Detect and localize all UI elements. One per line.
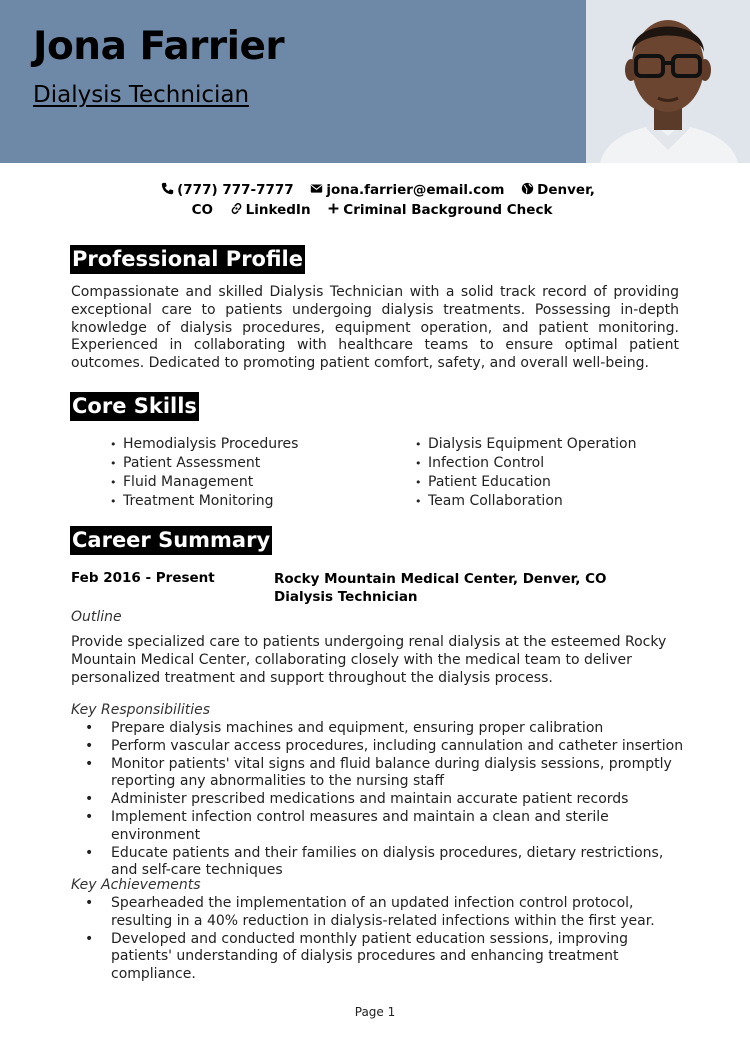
phone-icon — [161, 182, 174, 195]
list-item: • Implement infection control measures and maintain a clean and sterile environment — [85, 809, 685, 845]
skill-item: • Fluid Management — [110, 473, 415, 492]
skill-item: • Patient Education — [415, 473, 675, 492]
profile-photo — [586, 0, 750, 163]
job-date: Feb 2016 - Present — [71, 570, 215, 586]
skill-item: • Infection Control — [415, 454, 675, 473]
outline-text: Provide specialized care to patients undergoing renal dialysis at the esteemed Rocky Mountain Medical Center, collaborating closely with the medical team to deliver personalized treatment and support throughout the dialysis process. — [71, 634, 667, 686]
achievements-list — [85, 895, 685, 984]
job-company: Rocky Mountain Medical Center, Denver, CO — [274, 571, 607, 587]
job-header — [274, 570, 607, 606]
candidate-title: Dialysis Technician — [33, 82, 250, 108]
list-item: • Prepare dialysis machines and equipment, ensuring proper calibration — [85, 720, 685, 738]
contact-location: Denver, CO — [191, 182, 595, 218]
skill-item: • Team Collaboration — [415, 492, 675, 511]
skill-item: • Hemodialysis Procedures — [110, 435, 415, 454]
list-item: • Spearheaded the implementation of an updated infection control protocol, resulting in a 40% reduction in dialysis-related infections within the first year. — [85, 895, 685, 931]
candidate-name: Jona Farrier — [33, 24, 285, 69]
globe-icon — [521, 182, 534, 195]
skill-item: • Treatment Monitoring — [110, 492, 415, 511]
link-icon — [230, 202, 243, 215]
list-item: • Administer prescribed medications and maintain accurate patient records — [85, 791, 685, 809]
contact-phone: (777) 777-7777 — [161, 182, 298, 198]
skill-item: • Patient Assessment — [110, 454, 415, 473]
profile-photo-image — [586, 0, 750, 163]
contact-linkedin[interactable]: LinkedIn — [230, 202, 316, 218]
list-item: • Monitor patients' vital signs and fluid balance during dialysis sessions, promptly reporting any abnormalities to the nursing staff — [85, 756, 685, 792]
skills-list — [110, 435, 670, 511]
contact-email[interactable]: jona.farrier@email.com — [310, 182, 509, 198]
profile-heading: Professional Profile — [70, 245, 305, 274]
job-role: Dialysis Technician — [274, 589, 418, 605]
profile-text: Compassionate and skilled Dialysis Technician with a solid track record of providing exceptional care to patients undergoing dialysis treatments. Possessing in-depth knowledge of dialysis procedures, equipment operation, and patient monitoring. Experienced in collaborating with healthcare teams to ensure optimal patient outcomes. Dedicated to promoting patient comfort, safety, and overall well-being. — [71, 284, 679, 372]
achievements-label: Key Achievements — [71, 877, 201, 893]
page-number: Page 1 — [354, 1005, 396, 1019]
career-heading: Career Summary — [70, 526, 272, 555]
plus-icon — [327, 202, 340, 215]
skill-item: • Dialysis Equipment Operation — [415, 435, 675, 454]
list-item: • Developed and conducted monthly patient education sessions, improving patients' understanding of dialysis procedures and enhancing treatment compliance. — [85, 931, 685, 984]
contact-extra: Criminal Background Check — [327, 202, 552, 218]
skills-heading: Core Skills — [70, 392, 199, 421]
list-item: • Perform vascular access procedures, including cannulation and catheter insertion — [85, 738, 685, 756]
responsibilities-list — [85, 720, 685, 880]
contact-bar — [150, 180, 600, 220]
header-band — [0, 0, 586, 163]
envelope-icon — [310, 182, 323, 195]
list-item: • Educate patients and their families on dialysis procedures, dietary restrictions, and self-care techniques — [85, 845, 685, 881]
responsibilities-label: Key Responsibilities — [71, 702, 211, 718]
outline-label: Outline — [71, 609, 122, 625]
